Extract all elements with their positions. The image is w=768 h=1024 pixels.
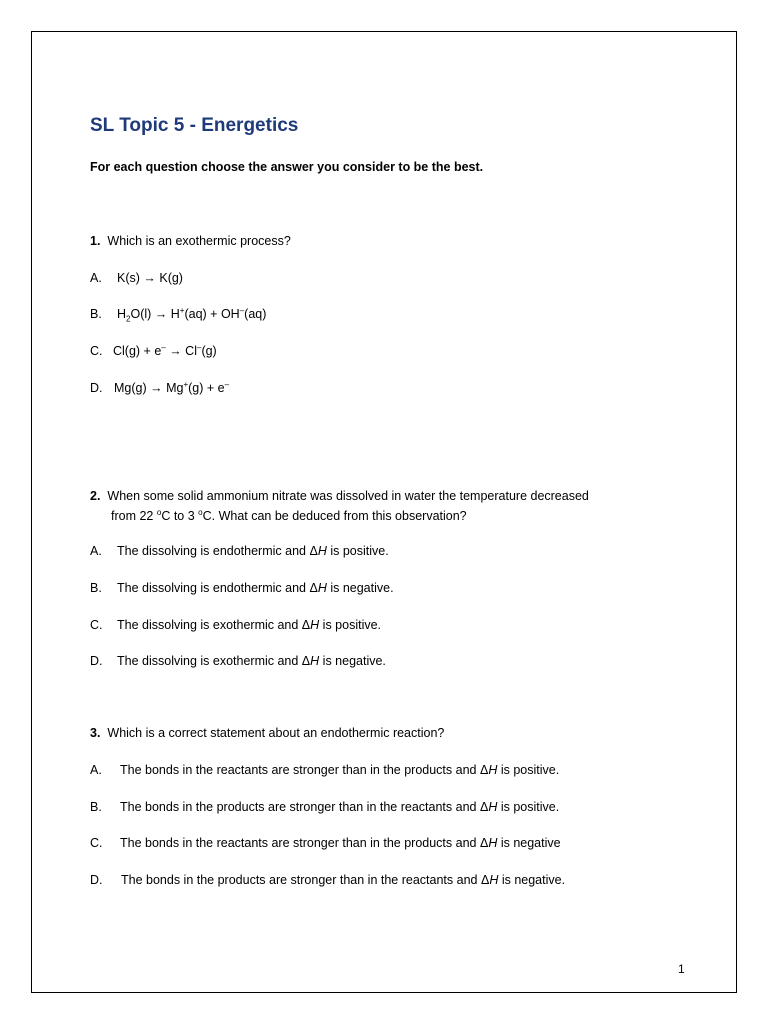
question-number: 3.	[90, 726, 101, 740]
question-number: 2.	[90, 489, 101, 503]
option-letter: D.	[90, 654, 103, 668]
enthalpy-variable: H	[488, 800, 498, 814]
enthalpy-variable: H	[488, 836, 498, 850]
option-letter: C.	[90, 344, 103, 358]
question-text: Which is a correct statement about an endothermic reaction?	[107, 726, 445, 740]
enthalpy-variable: H	[317, 544, 327, 558]
question-2-option-b	[90, 581, 394, 595]
option-text-part: (g) + e	[188, 381, 225, 395]
page-number: 1	[678, 962, 685, 976]
option-text-part: (g)	[201, 344, 217, 358]
option-text-part: H	[117, 307, 127, 321]
question-text: When some solid ammonium nitrate was dissolved in water the temperature decreased	[107, 489, 589, 503]
option-text-part: The dissolving is exothermic and Δ	[117, 654, 311, 668]
option-text-part: The bonds in the reactants are stronger than in the products and Δ	[120, 836, 489, 850]
question-3-stem	[90, 726, 444, 740]
question-1-option-a	[90, 271, 183, 285]
option-text-part: Mg(g) → Mg	[114, 381, 184, 395]
option-text-part: (aq) + OH	[184, 307, 240, 321]
question-1-option-d	[90, 381, 229, 395]
question-text: Which is an exothermic process?	[107, 234, 291, 248]
question-2-stem	[90, 489, 589, 503]
option-letter: C.	[90, 836, 103, 850]
question-3-option-a	[90, 763, 559, 777]
option-text: K(s) → K(g)	[117, 271, 183, 285]
question-1-option-b	[90, 305, 267, 324]
option-text-part: O(l) → H	[130, 307, 180, 321]
degree-superscript: o	[156, 507, 162, 517]
question-text-part: from 22	[111, 509, 157, 523]
option-letter: B.	[90, 800, 102, 814]
question-number: 1.	[90, 234, 101, 248]
option-letter: A.	[90, 763, 102, 777]
question-text-part: C. What can be deduced from this observation?	[202, 509, 467, 523]
option-letter: B.	[90, 307, 102, 321]
option-text-part: The dissolving is exothermic and Δ	[117, 618, 311, 632]
superscript: –	[161, 342, 166, 352]
option-text-part: is negative	[497, 836, 561, 850]
option-text-part: The bonds in the products are stronger than in the reactants and Δ	[121, 873, 490, 887]
question-2-option-d	[90, 654, 386, 668]
enthalpy-variable: H	[310, 654, 320, 668]
instructions: For each question choose the answer you consider to be the best.	[90, 160, 484, 174]
question-1-stem	[90, 234, 291, 248]
option-text-part: (aq)	[244, 307, 267, 321]
question-1-option-c	[90, 344, 217, 358]
option-text-part: is positive.	[326, 544, 389, 558]
document-title: SL Topic 5 - Energetics	[90, 115, 299, 136]
option-letter: A.	[90, 271, 102, 285]
option-text-part: is positive.	[497, 800, 560, 814]
option-text-part: is negative.	[319, 654, 386, 668]
question-3-option-b	[90, 800, 559, 814]
question-2-stem-line2	[111, 509, 467, 523]
question-2-option-a	[90, 544, 389, 558]
option-text-part: is positive.	[497, 763, 560, 777]
enthalpy-variable: H	[317, 581, 327, 595]
enthalpy-variable: H	[488, 763, 498, 777]
degree-superscript: o	[198, 507, 203, 517]
superscript: –	[224, 379, 230, 389]
subscript: 2	[126, 314, 131, 324]
option-text-part: is negative.	[498, 873, 566, 887]
question-3-option-d	[90, 873, 565, 887]
option-letter: D.	[90, 873, 103, 887]
question-2-option-c	[90, 618, 381, 632]
enthalpy-variable: H	[310, 618, 320, 632]
option-text-part: The dissolving is endothermic and Δ	[117, 544, 318, 558]
option-text-part: is positive.	[319, 618, 382, 632]
option-letter: D.	[90, 381, 103, 395]
option-text-part: The bonds in the reactants are stronger than in the products and Δ	[120, 763, 489, 777]
option-text-part: → Cl	[165, 344, 197, 358]
option-text-part: The dissolving is endothermic and Δ	[117, 581, 318, 595]
option-text-part: is negative.	[326, 581, 394, 595]
superscript: –	[196, 342, 202, 352]
option-letter: B.	[90, 581, 102, 595]
enthalpy-variable: H	[489, 873, 499, 887]
superscript: +	[183, 379, 189, 389]
option-text-part: Cl(g) + e	[113, 344, 162, 358]
superscript: +	[179, 305, 185, 315]
question-3-option-c	[90, 836, 561, 850]
option-letter: C.	[90, 618, 103, 632]
option-letter: A.	[90, 544, 102, 558]
question-text-part: C to 3	[161, 509, 199, 523]
superscript: –	[239, 305, 245, 315]
option-text-part: The bonds in the products are stronger than in the reactants and Δ	[120, 800, 489, 814]
